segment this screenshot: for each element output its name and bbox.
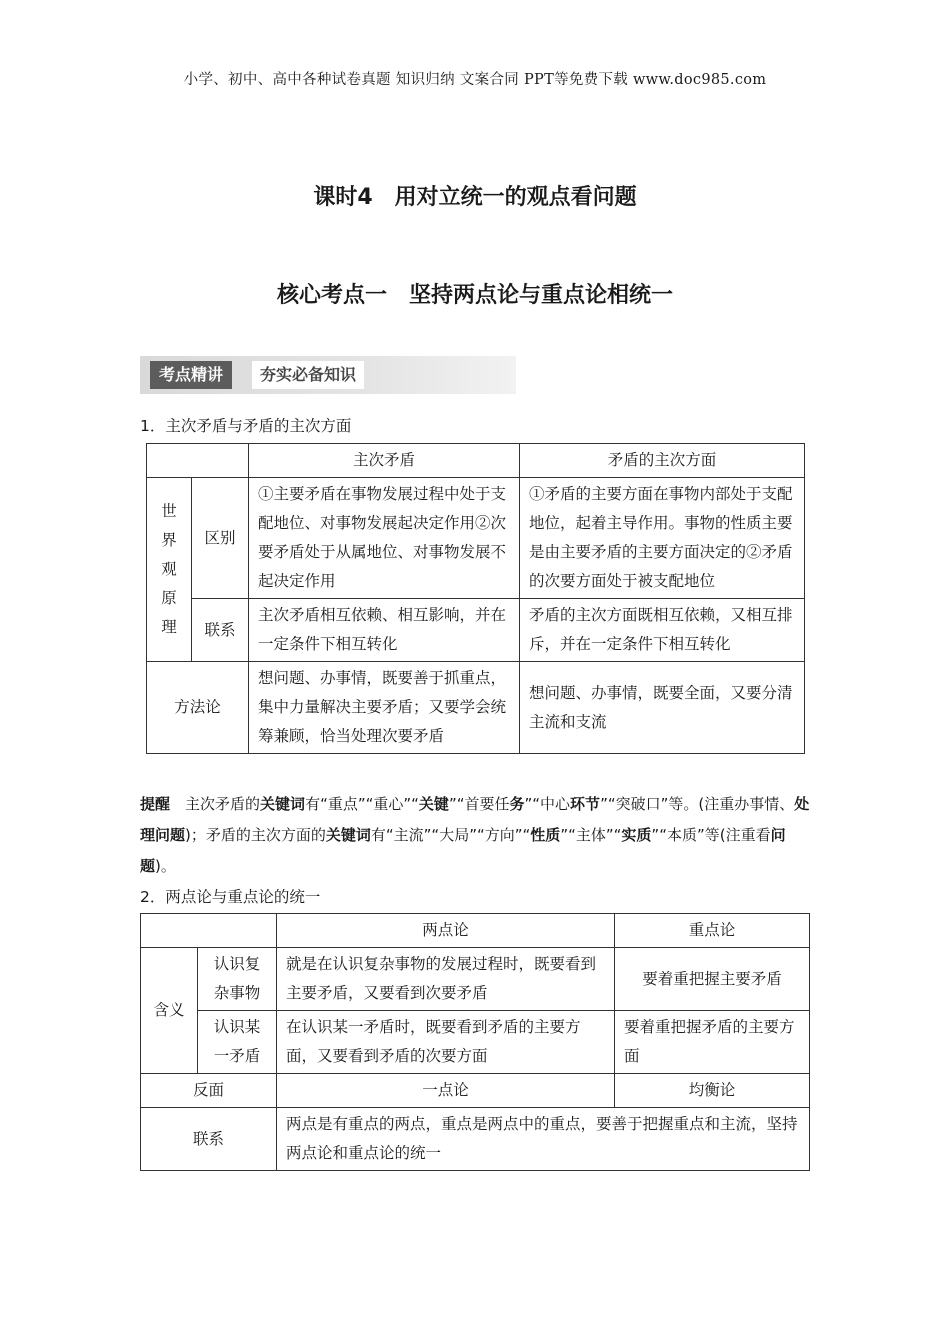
topic-title: 核心考点一 坚持两点论与重点论相统一 [276, 283, 673, 308]
row2-label: 认识某一矛盾 [198, 1011, 277, 1074]
diff-label: 区别 [192, 478, 249, 599]
method-main-contradiction: 想问题、办事情，既要善于抓重点，集中力量解决主要矛盾；又要学会统筹兼顾，恰当处理次要矛盾 [249, 662, 520, 754]
contradiction-table [146, 443, 805, 754]
row2-key-point: 要着重把握矛盾的主要方面 [615, 1011, 810, 1074]
link2-label: 联系 [141, 1108, 277, 1171]
two-point-table [140, 913, 810, 1171]
opposite-label: 反面 [141, 1074, 277, 1108]
link-contradiction-aspect: 矛盾的主次方面既相互依赖，又相互排斥，并在一定条件下相互转化 [520, 599, 805, 662]
worldview-label: 世 界 观 原 理 [147, 478, 192, 662]
row1-two-point: 就是在认识复杂事物的发展过程时，既要看到主要矛盾，又要看到次要矛盾 [277, 948, 615, 1011]
table-row [147, 662, 805, 754]
reminder-label: 提醒 [140, 795, 171, 813]
banner-tag: 考点精讲 [150, 361, 232, 389]
table-row [141, 1074, 810, 1108]
row1-label: 认识复杂事物 [198, 948, 277, 1011]
table-header-row [141, 914, 810, 948]
table-header-row [147, 444, 805, 478]
table-row [147, 599, 805, 662]
meaning-label: 含义 [141, 948, 198, 1074]
link-main-contradiction: 主次矛盾相互依赖、相互影响，并在一定条件下相互转化 [249, 599, 520, 662]
col-header-contradiction-aspect: 矛盾的主次方面 [520, 444, 805, 478]
header-empty-cell [141, 914, 277, 948]
link2-text: 两点是有重点的两点，重点是两点中的重点，要善于把握重点和主流，坚持两点论和重点论的统一 [277, 1108, 810, 1171]
header-empty-cell [147, 444, 249, 478]
row2-two-point: 在认识某一矛盾时，既要看到矛盾的主要方面，又要看到矛盾的次要方面 [277, 1011, 615, 1074]
diff-main-contradiction: ①主要矛盾在事物发展过程中处于支配地位、对事物发展起决定作用②次要矛盾处于从属地位、对事物发展不起决定作用 [249, 478, 520, 599]
banner-subtitle: 夯实必备知识 [252, 361, 364, 389]
method-label: 方法论 [147, 662, 249, 754]
row1-key-point: 要着重把握主要矛盾 [615, 948, 810, 1011]
method-contradiction-aspect: 想问题、办事情，既要全面，又要分清主流和支流 [520, 662, 805, 754]
link-label: 联系 [192, 599, 249, 662]
table-row [141, 1011, 810, 1074]
section-banner [140, 356, 516, 394]
opposite-two-point: 一点论 [277, 1074, 615, 1108]
col-header-main-contradiction: 主次矛盾 [249, 444, 520, 478]
section1-heading: 1．主次矛盾与矛盾的主次方面 [140, 417, 352, 435]
table-row [141, 948, 810, 1011]
reminder-note: 提醒 主次矛盾的关键词有“重点”“重心”“关键”“首要任务”“中心环节”“突破口”等。(注重办事情、处理问题)；矛盾的主次方面的关键词有“主流”“大局”“方向”“性质”“主体”“实质”“本质”等(注重看问题)。 [140, 795, 810, 875]
page-header: 小学、初中、高中各种试卷真题 知识归纳 文案合同 PPT等免费下载 www.doc985.com [183, 72, 767, 88]
lesson-title: 课时4 用对立统一的观点看问题 [313, 185, 637, 210]
table-row [141, 1108, 810, 1171]
section2-heading: 2．两点论与重点论的统一 [140, 888, 321, 906]
diff-contradiction-aspect: ①矛盾的主要方面在事物内部处于支配地位，起着主导作用。事物的性质主要是由主要矛盾的主要方面决定的②矛盾的次要方面处于被支配地位 [520, 478, 805, 599]
table-row [147, 478, 805, 599]
col-header-key-point: 重点论 [615, 914, 810, 948]
opposite-key-point: 均衡论 [615, 1074, 810, 1108]
col-header-two-point: 两点论 [277, 914, 615, 948]
